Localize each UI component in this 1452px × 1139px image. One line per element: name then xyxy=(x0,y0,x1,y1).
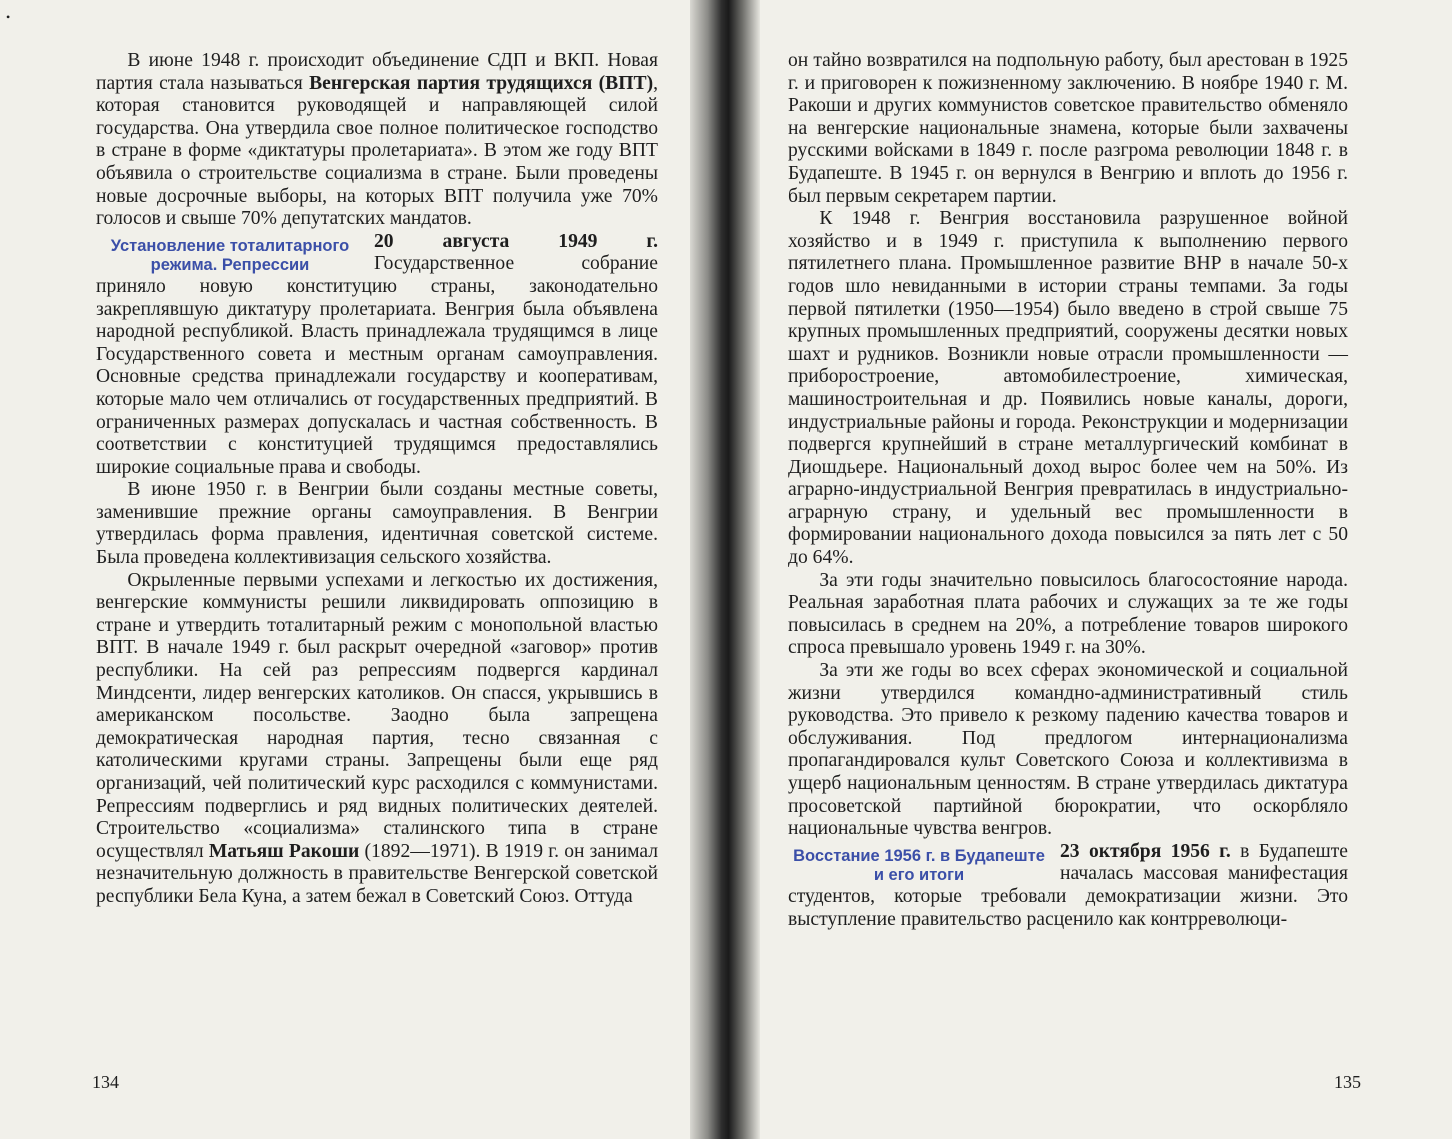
paragraph: За эти же годы во всех сферах экономической и социальной жизни утвердился командно-административный стиль руководства. Это привело к резкому падению качества товаров и обслуживания. Под предлогом интернационализма пропагандировался культ Советского Союза и коллективизма в ущерб национальным ценностям. В стране утвердилась диктатура просоветской партийной бюрократии, что оскорбляло национальные чувства венгров. xyxy=(788,660,1348,840)
paragraph: В июне 1948 г. происходит объединение СДП и ВКП. Новая партия стала называться Венгерская партия трудящихся (ВПТ), которая становится руководящей и направляющей силой государства. Она утвердила свое полное политическое господство в стране в форме «диктатуры пролетариата». В этом же году ВПТ объявила о строительстве социализма в стране. Были проведены новые досрочные выборы, на которых ВПТ получила уже 70% голосов и свыше 70% депутатских мандатов. xyxy=(96,50,658,230)
left-page-text xyxy=(96,50,658,909)
scan-mark: • xyxy=(6,10,11,24)
date-heading: 20 августа 1949 г. xyxy=(374,230,658,252)
paragraph: За эти годы значительно повысилось благосостояние народа. Реальная заработная плата рабочих и служащих за те же годы повысилась в среднем на 20%, а потребление товаров широкого спроса превышало уровень 1949 г. на 30%. xyxy=(788,569,1348,659)
party-name: Венгерская партия трудящихся (ВПТ) xyxy=(309,72,654,94)
page-number: 135 xyxy=(1334,1072,1361,1092)
right-page xyxy=(740,0,1452,1139)
paragraph: 23 октября 1956 г. в Будапеште началась массовая манифестация студентов, которые требовали демократизации жизни. Это выступление правительство расценило как контрреволюци- xyxy=(788,840,1348,930)
book-gutter xyxy=(690,0,760,1139)
left-page xyxy=(0,0,712,1139)
page-number: 134 xyxy=(92,1072,119,1092)
paragraph: он тайно возвратился на подпольную работу, был арестован в 1925 г. и приговорен к пожизненному заключению. В ноябре 1940 г. М. Ракоши и других коммунистов советское правительство обменяло на венгерские национальные знамена, которые были захвачены русскими войсками в 1849 г. после разгрома революции 1848 г. в Будапеште. В 1945 г. он вернулся в Венгрию и вплоть до 1956 г. был первым секретарем партии. xyxy=(788,50,1348,207)
sidebar-heading: Установление тоталитарного режима. Репрессии xyxy=(110,236,350,274)
sidebar-heading: Восстание 1956 г. в Будапеште и его итоги xyxy=(793,846,1045,884)
person-name: Матьяш Ракоши xyxy=(208,840,360,862)
paragraph: В июне 1950 г. в Венгрии были созданы местные советы, заменившие прежние органы самоуправления. В Венгрии утвердилась форма правления, идентичная советской системе. Была проведена коллективизация сельского хозяйства. xyxy=(96,479,658,569)
paragraph: К 1948 г. Венгрия восстановила разрушенное войной хозяйство и в 1949 г. приступила к выполнению первого пятилетнего плана. Промышленное развитие ВНР в начале 50-х годов шло невиданными в истории страны темпами. За годы первой пятилетки (1950—1954) было введено в строй свыше 75 крупных промышленных предприятий, сооружены десятки новых шахт и рудников. Возникли новые отрасли промышленности — приборостроение, автомобилестроение, химическая, машиностроительная и др. Появились новые каналы, дороги, индустриальные районы и города. Реконструкции и модернизации подвергся крупнейший в стране металлургический комбинат в Диошдьере. Национальный доход вырос более чем на 50%. Из аграрно-индустриальной Венгрия превратилась в индустриально-аграрную страну, и удельный вес промышленности в формировании национального дохода повысился за пять лет с 50 до 64%. xyxy=(788,208,1348,569)
right-page-text xyxy=(788,50,1348,931)
date-heading: 23 октября 1956 г. xyxy=(1060,840,1231,862)
paragraph: 20 августа 1949 г. Государственное собрание приняло новую конституцию страны, законодательно закреплявшую диктатуру пролетариата. Венгрия была объявлена народной республикой. Власть принадлежала трудящимся в лице Государственного совета и местным органам самоуправления. Основные средства принадлежали государству и кооперативам, которые мало чем отличались от государственных предприятий. В ограниченных размерах допускалась и частная собственность. В соответствии с конституцией трудящимся предоставлялись широкие социальные права и свободы. xyxy=(96,230,658,478)
paragraph: Окрыленные первыми успехами и легкостью их достижения, венгерские коммунисты решили ликвидировать оппозицию в стране и утвердить тоталитарный режим с монопольной властью ВПТ. В начале 1949 г. был раскрыт очередной «заговор» против республики. На сей раз репрессиям подвергся кардинал Миндсенти, лидер венгерских католиков. Он спасся, укрывшись в американском посольстве. Заодно была запрещена демократическая народная партия, тесно связанная с католическими кругами страны. Запрещены были еще ряд организаций, чей политический курс расходился с коммунистами. Репрессиям подверглись и ряд видных политических деятелей. Строительство «социализма» сталинского типа в стране осуществлял Матьяш Ракоши (1892—1971). В 1919 г. он занимал незначительную должность в правительстве Венгерской советской республики Бела Куна, а затем бежал в Советский Союз. Оттуда xyxy=(96,569,658,907)
